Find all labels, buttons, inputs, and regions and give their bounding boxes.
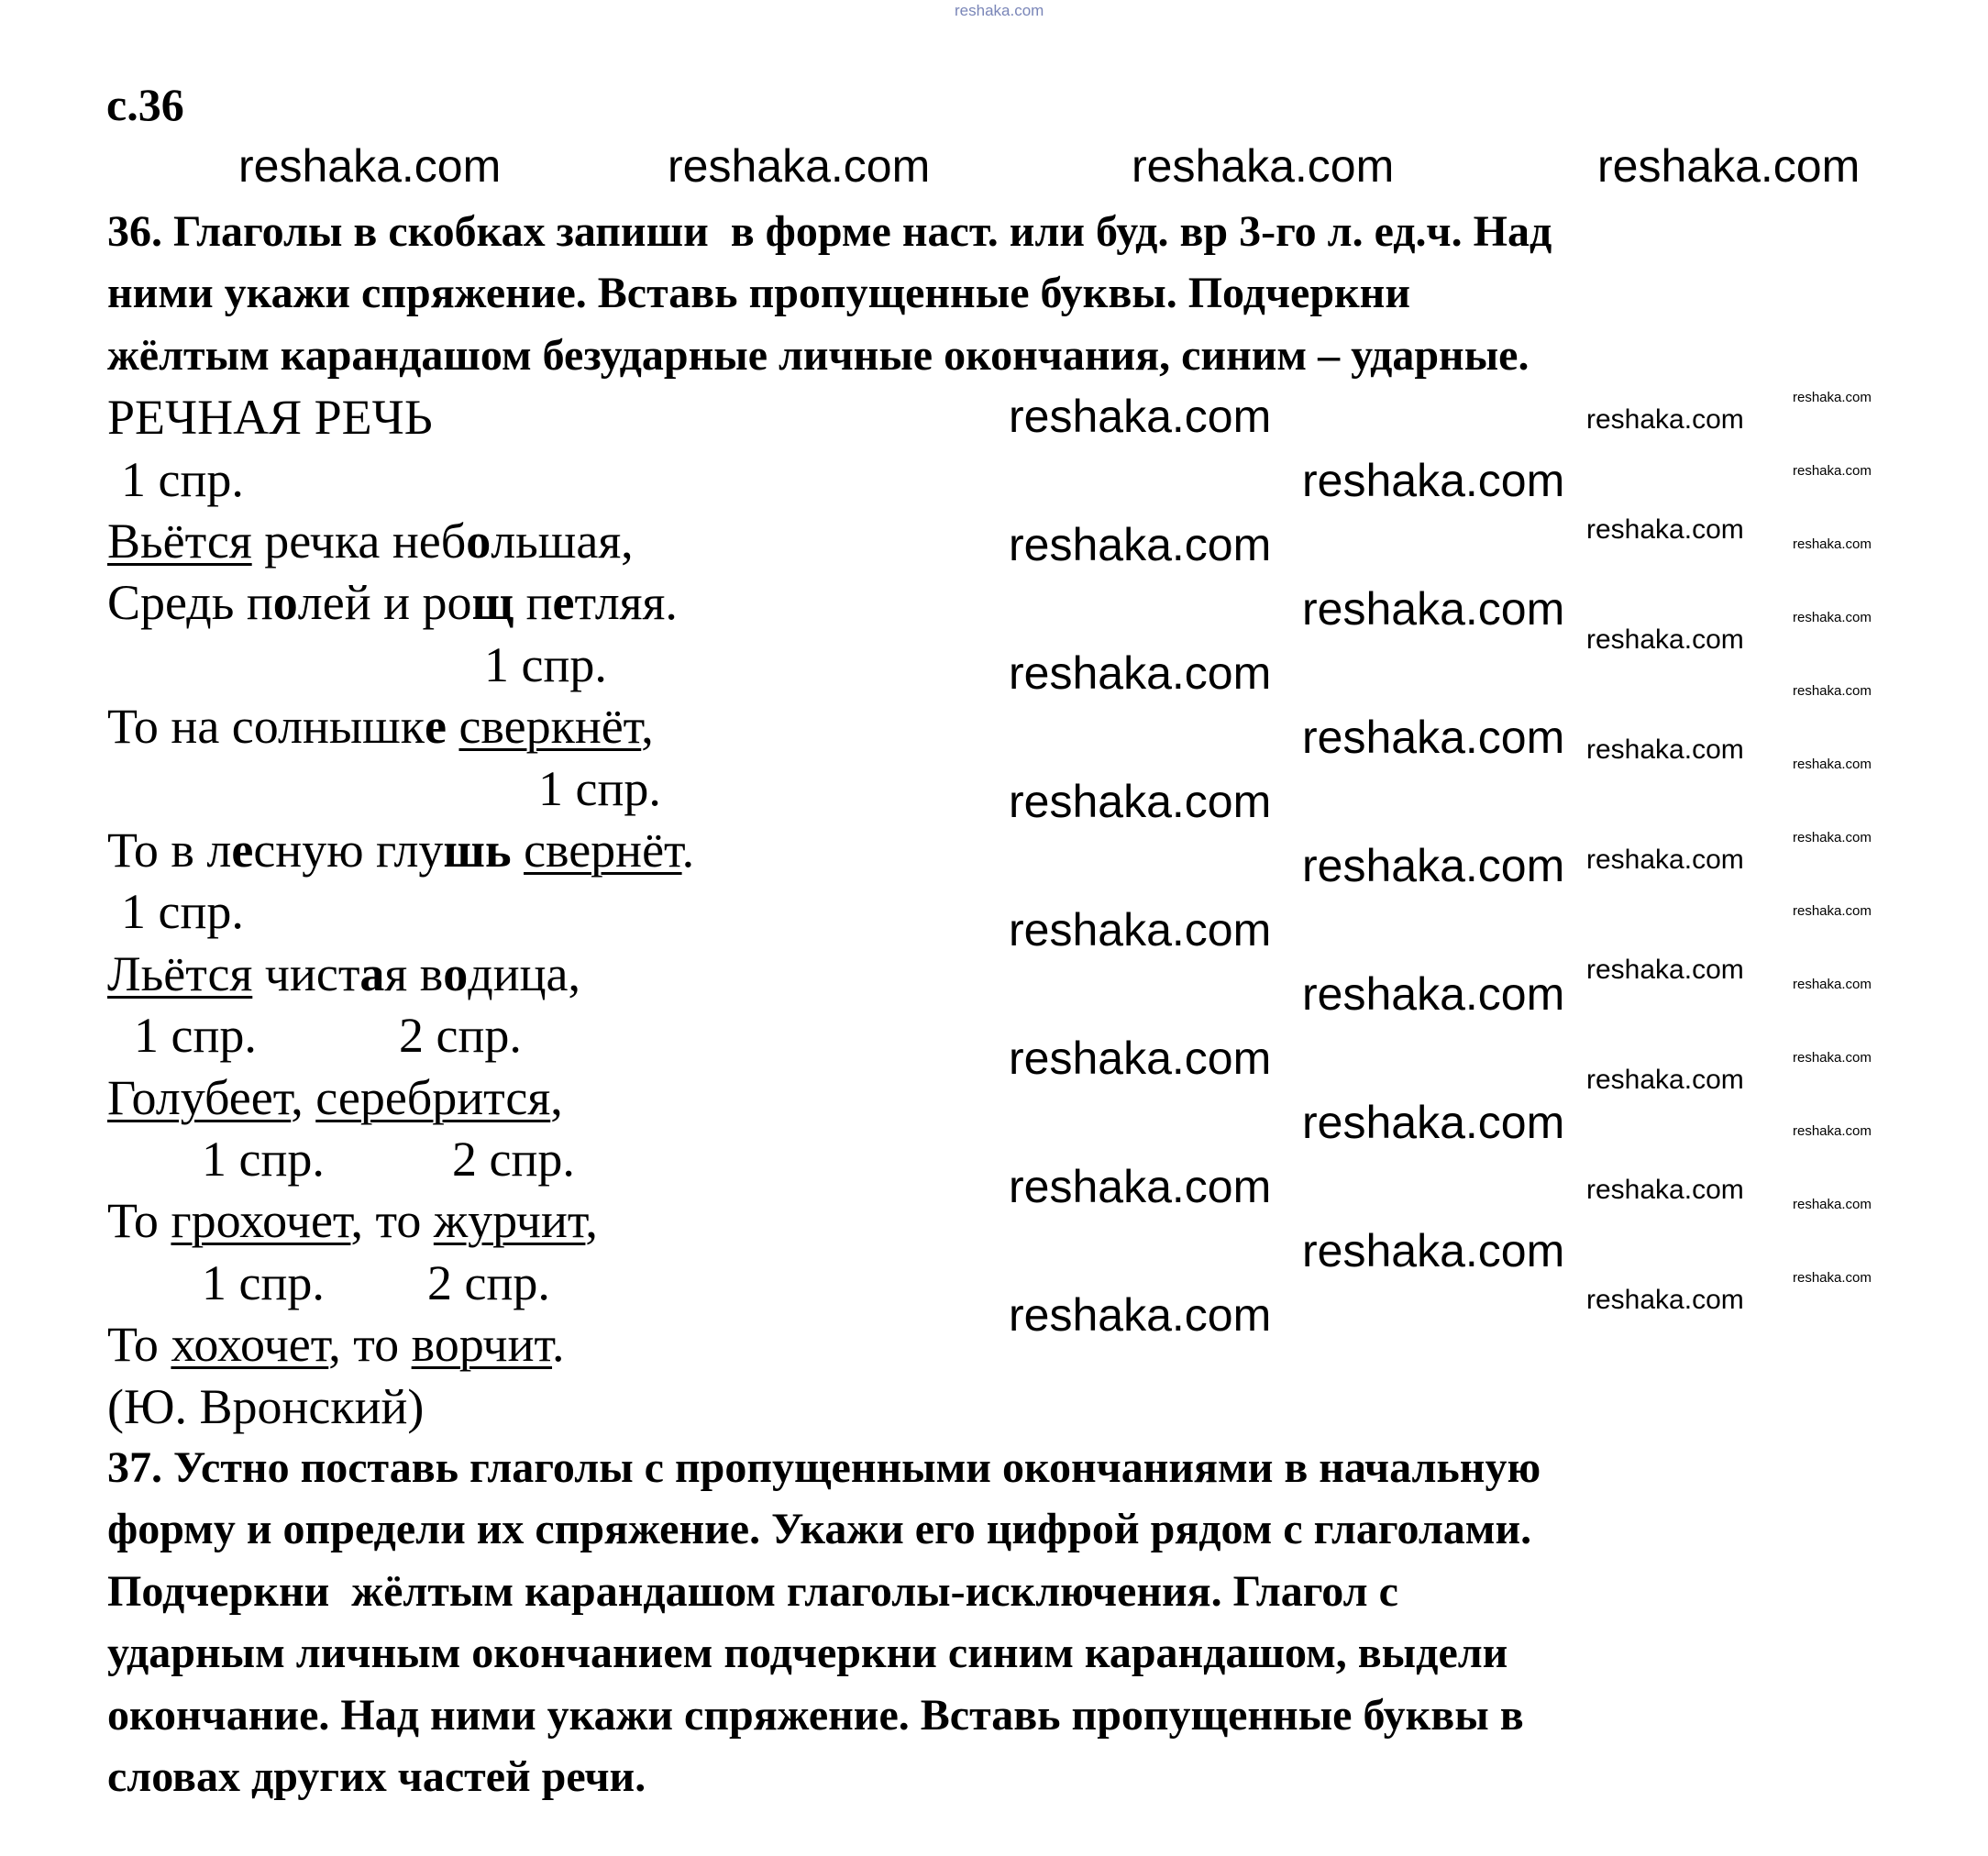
conjugation-label: 1 спр.: [121, 884, 244, 939]
page-number: с.36: [106, 79, 184, 130]
underlined-verb: свернёт: [524, 823, 682, 878]
conjugation-label: 1 спр.: [202, 1132, 325, 1187]
inserted-letter: е: [425, 699, 447, 754]
poem-line: [107, 1191, 598, 1250]
poem-text: п: [514, 575, 553, 630]
watermark: reshaka.com: [955, 2, 1044, 19]
conjugation-label: 1 спр.: [121, 452, 244, 507]
inserted-letter: а: [359, 946, 385, 1001]
watermark: reshaka.com: [1009, 776, 1272, 827]
underlined-verb: Вьётся: [107, 514, 252, 569]
poem-text: То на солнышк: [107, 699, 425, 754]
task-37-text: окончание. Над ними укажи спряжение. Вставь пропущенные буквы в: [107, 1691, 1524, 1740]
task-36-text: жёлтым карандашом безударные личные окончания, синим – ударные.: [107, 331, 1530, 380]
watermark: reshaka.com: [1302, 840, 1565, 891]
poem-text: ,: [585, 1193, 598, 1248]
task-37-text: 37. Устно поставь глаголы с пропущенными окончаниями в начальную: [107, 1443, 1541, 1492]
inserted-letter: щ: [471, 575, 514, 630]
watermark: reshaka.com: [1793, 1050, 1872, 1066]
watermark: reshaka.com: [1586, 624, 1744, 655]
poem-text: ,: [641, 699, 654, 754]
underlined-verb: хохочет: [171, 1317, 329, 1372]
poem-line: [107, 512, 634, 570]
watermark: reshaka.com: [1132, 140, 1395, 192]
watermark: reshaka.com: [1586, 735, 1744, 765]
poem-text: [447, 699, 459, 754]
task-37-text: словах других частей речи.: [107, 1752, 646, 1801]
underlined-verb: Голубеет: [107, 1070, 292, 1125]
poem-text: То: [107, 1317, 171, 1372]
conjugation-label: 2 спр.: [452, 1132, 575, 1187]
poem-text: То: [107, 1193, 171, 1248]
poem-text: льшая,: [491, 514, 634, 569]
underlined-verb: Льётся: [107, 946, 253, 1001]
watermark: reshaka.com: [1586, 955, 1744, 985]
watermark: reshaka.com: [1009, 1033, 1272, 1084]
underlined-verb: журчит: [433, 1193, 586, 1248]
poem-text: , то: [328, 1317, 412, 1372]
inserted-letter: е: [552, 575, 575, 630]
watermark: reshaka.com: [238, 140, 502, 192]
watermark: reshaka.com: [1586, 1175, 1744, 1205]
watermark: reshaka.com: [1302, 1097, 1565, 1148]
task-37-text: форму и определи их спряжение. Укажи его цифрой рядом с глаголами.: [107, 1505, 1532, 1553]
task-36-text: ними укажи спряжение. Вставь пропущенные буквы. Подчеркни: [107, 269, 1410, 317]
poem-text: .: [681, 823, 695, 878]
watermark: reshaka.com: [1302, 1225, 1565, 1276]
watermark: reshaka.com: [1009, 519, 1272, 570]
poem-text: Средь п: [107, 575, 273, 630]
watermark: reshaka.com: [1793, 610, 1872, 625]
watermark: reshaka.com: [1793, 683, 1872, 699]
poem-author: (Ю. Вронский): [107, 1379, 425, 1434]
poem-text: , то: [350, 1193, 434, 1248]
watermark: reshaka.com: [1009, 391, 1272, 442]
poem-text: чист: [252, 946, 360, 1001]
task-37-text: ударным личным окончанием подчеркни синим карандашом, выдели: [107, 1629, 1508, 1677]
poem-text: речка неб: [251, 514, 467, 569]
watermark: reshaka.com: [1793, 757, 1872, 772]
watermark: reshaka.com: [1302, 455, 1565, 506]
watermark: reshaka.com: [1793, 463, 1872, 479]
inserted-letter: о: [466, 514, 491, 569]
poem-title: РЕЧНАЯ РЕЧЬ: [107, 390, 433, 445]
inserted-letter: о: [443, 946, 469, 1001]
watermark: reshaka.com: [668, 140, 931, 192]
watermark: reshaka.com: [1793, 903, 1872, 919]
poem-line: [107, 821, 694, 879]
task-36-text: 36. Глаголы в скобках запиши в форме наст. или буд. вр 3-го л. ед.ч. Над: [107, 207, 1552, 256]
poem-line: [107, 1068, 563, 1127]
watermark: reshaka.com: [1586, 514, 1744, 545]
poem-text: ,: [550, 1070, 563, 1125]
poem-text: .: [552, 1317, 565, 1372]
conjugation-label: 2 спр.: [427, 1255, 550, 1310]
watermark: reshaka.com: [1793, 1197, 1872, 1212]
watermark: reshaka.com: [1793, 977, 1872, 992]
watermark: reshaka.com: [1009, 647, 1272, 699]
watermark: reshaka.com: [1009, 1161, 1272, 1212]
poem-text: я в: [384, 946, 444, 1001]
underlined-verb: серебрится: [315, 1070, 551, 1125]
poem-text: То в л: [107, 823, 232, 878]
poem-line: [107, 1315, 565, 1374]
poem-line: [107, 945, 580, 1003]
watermark: reshaka.com: [1009, 1289, 1272, 1341]
task-37-text: Подчеркни жёлтым карандашом глаголы-исключения. Глагол с: [107, 1567, 1398, 1616]
poem-line: [107, 573, 678, 632]
poem-text: лей и ро: [297, 575, 472, 630]
underlined-verb: сверкнёт: [458, 699, 642, 754]
watermark: reshaka.com: [1793, 1123, 1872, 1139]
watermark: reshaka.com: [1793, 536, 1872, 552]
watermark: reshaka.com: [1586, 1285, 1744, 1315]
inserted-letter: о: [272, 575, 298, 630]
underlined-verb: грохочет: [171, 1193, 351, 1248]
watermark: reshaka.com: [1586, 845, 1744, 875]
underlined-verb: ворчит: [411, 1317, 553, 1372]
poem-text: дица,: [468, 946, 581, 1001]
watermark: reshaka.com: [1302, 583, 1565, 635]
poem-line: [107, 697, 654, 756]
conjugation-label: 1 спр.: [202, 1255, 325, 1310]
poem-text: тляя.: [574, 575, 678, 630]
watermark: reshaka.com: [1302, 712, 1565, 763]
watermark: reshaka.com: [1793, 390, 1872, 405]
watermark: reshaka.com: [1302, 968, 1565, 1020]
conjugation-label: 1 спр.: [538, 761, 661, 816]
watermark: reshaka.com: [1586, 404, 1744, 435]
conjugation-label: 1 спр.: [134, 1008, 257, 1063]
conjugation-label: 1 спр.: [484, 637, 607, 692]
poem-text: ,: [291, 1070, 316, 1125]
conjugation-label: 2 спр.: [399, 1008, 522, 1063]
watermark: reshaka.com: [1793, 830, 1872, 845]
watermark: reshaka.com: [1597, 140, 1861, 192]
inserted-letter: е: [231, 823, 254, 878]
poem-text: [512, 823, 525, 878]
watermark: reshaka.com: [1586, 1065, 1744, 1095]
watermark: reshaka.com: [1793, 1270, 1872, 1286]
inserted-letter: шь: [443, 823, 512, 878]
poem-text: сную глу: [253, 823, 444, 878]
watermark: reshaka.com: [1009, 904, 1272, 956]
